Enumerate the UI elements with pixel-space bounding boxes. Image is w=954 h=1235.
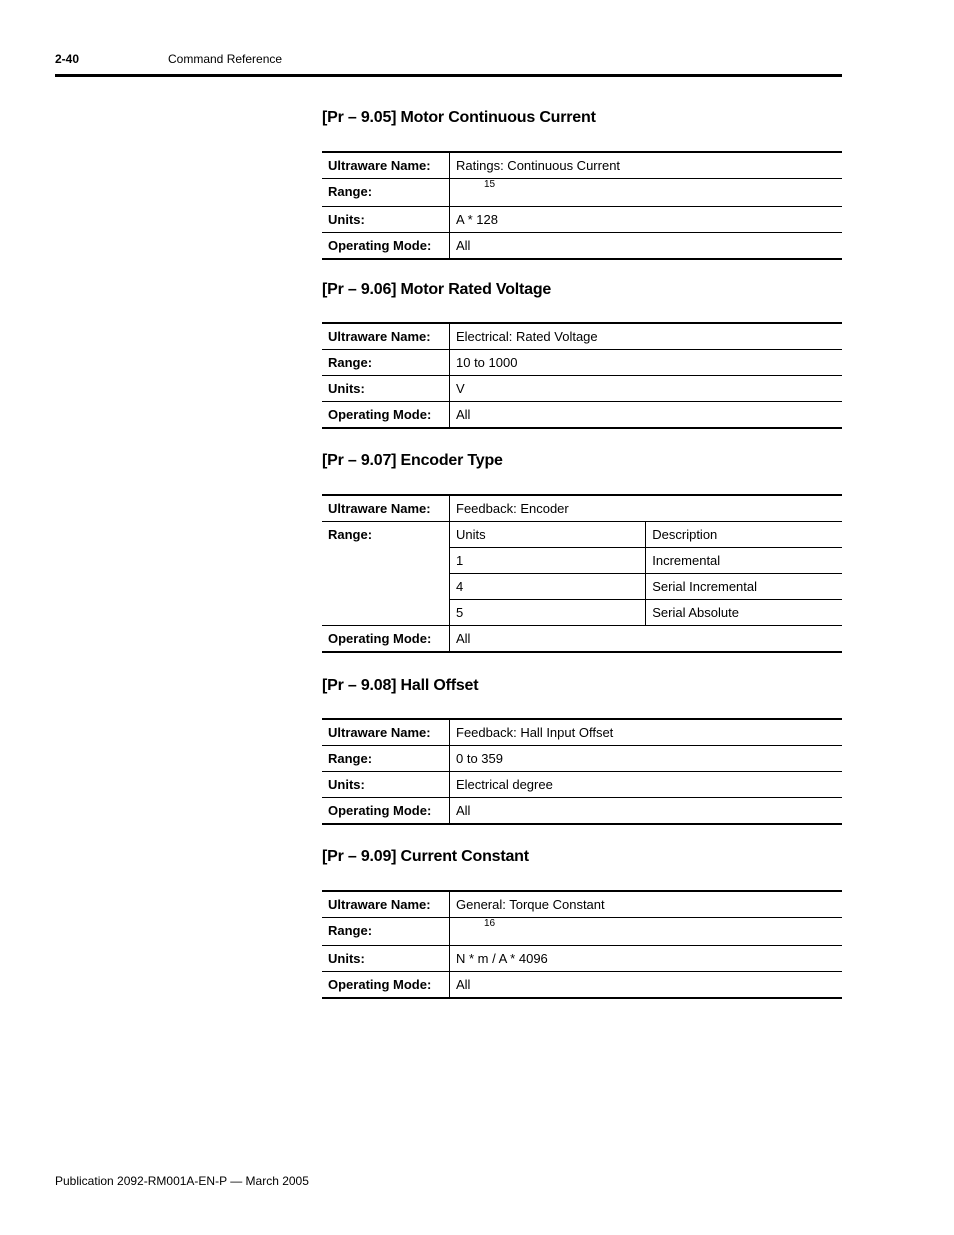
table-row — [322, 233, 842, 260]
range-value — [450, 179, 843, 207]
units-value: A * 128 — [450, 207, 843, 233]
range-exponent: 16 — [484, 918, 496, 929]
table-row — [322, 152, 842, 179]
range-label: Range: — [322, 350, 450, 376]
ultraware-label: Ultraware Name: — [322, 323, 450, 350]
units-label: Units: — [322, 376, 450, 402]
param-table — [322, 890, 842, 999]
range-units-cell: 1 — [450, 548, 646, 574]
publication-footer: Publication 2092-RM001A-EN-P — March 2005 — [55, 1174, 309, 1188]
range-value: 10 to 1000 — [450, 350, 843, 376]
table-row — [322, 946, 842, 972]
section-hall-offset — [322, 675, 842, 818]
mode-value: All — [450, 402, 843, 429]
header-rule — [55, 74, 842, 77]
chapter-title: Command Reference — [168, 52, 283, 66]
mode-value: All — [450, 798, 843, 825]
table-row — [322, 376, 842, 402]
section-motor-rated-voltage — [322, 279, 842, 422]
section-encoder-type — [322, 450, 842, 646]
section-motor-continuous-current — [322, 107, 842, 253]
section-current-constant — [322, 846, 842, 992]
table-row — [322, 918, 842, 946]
range-description-cell: Serial Absolute — [646, 600, 842, 626]
range-description-cell: Serial Incremental — [646, 574, 842, 600]
ultraware-value: Feedback: Encoder — [456, 501, 569, 516]
units-label: Units: — [322, 772, 450, 798]
ultraware-label: Ultraware Name: — [322, 719, 450, 746]
table-row — [322, 495, 842, 522]
section-heading: [Pr – 9.05] Motor Continuous Current — [322, 109, 596, 126]
table-row — [322, 719, 842, 746]
range-label: Range: — [322, 746, 450, 772]
section-heading: [Pr – 9.08] Hall Offset — [322, 677, 479, 694]
table-row — [322, 746, 842, 772]
param-table — [322, 151, 842, 260]
units-value: V — [450, 376, 843, 402]
range-units-cell: 4 — [450, 574, 646, 600]
ultraware-value: Electrical: Rated Voltage — [456, 329, 598, 344]
range-value: 0 to 359 — [450, 746, 843, 772]
range-units-cell: 5 — [450, 600, 646, 626]
ultraware-label: Ultraware Name: — [322, 891, 450, 918]
ultraware-value: General: Torque Constant — [456, 897, 605, 912]
table-row — [322, 522, 842, 548]
param-table — [322, 718, 842, 825]
table-row — [322, 772, 842, 798]
ultraware-value: Feedback: Hall Input Offset — [456, 725, 614, 740]
table-row — [322, 798, 842, 825]
mode-value: All — [450, 233, 843, 260]
param-table — [322, 322, 842, 429]
section-heading: [Pr – 9.09] Current Constant — [322, 848, 529, 865]
range-exponent: 15 — [484, 179, 496, 190]
units-value: N * m / A * 4096 — [450, 946, 843, 972]
table-row — [322, 179, 842, 207]
ultraware-label: Ultraware Name: — [322, 152, 450, 179]
table-row — [322, 323, 842, 350]
table-row — [322, 402, 842, 429]
table-row — [322, 207, 842, 233]
ultraware-value: Ratings: Continuous Current — [456, 158, 621, 173]
range-label: Range: — [322, 179, 450, 207]
section-heading: [Pr – 9.07] Encoder Type — [322, 452, 503, 469]
range-label: Range: — [322, 522, 450, 626]
param-table — [322, 494, 842, 653]
mode-value: All — [450, 972, 843, 999]
page-number: 2-40 — [55, 52, 80, 66]
table-row — [322, 891, 842, 918]
range-header-description: Description — [646, 522, 842, 548]
units-label: Units: — [322, 946, 450, 972]
mode-label: Operating Mode: — [322, 233, 450, 260]
mode-value: All — [450, 626, 843, 653]
table-row — [322, 972, 842, 999]
table-row — [322, 350, 842, 376]
range-header-units: Units — [450, 522, 646, 548]
mode-label: Operating Mode: — [322, 798, 450, 825]
mode-label: Operating Mode: — [322, 626, 450, 653]
range-description-cell: Incremental — [646, 548, 842, 574]
units-value: Electrical degree — [450, 772, 843, 798]
mode-label: Operating Mode: — [322, 402, 450, 429]
units-label: Units: — [322, 207, 450, 233]
ultraware-label: Ultraware Name: — [322, 495, 450, 522]
range-value — [450, 918, 843, 946]
mode-label: Operating Mode: — [322, 972, 450, 999]
table-row — [322, 626, 842, 653]
range-label: Range: — [322, 918, 450, 946]
section-heading: [Pr – 9.06] Motor Rated Voltage — [322, 281, 552, 298]
